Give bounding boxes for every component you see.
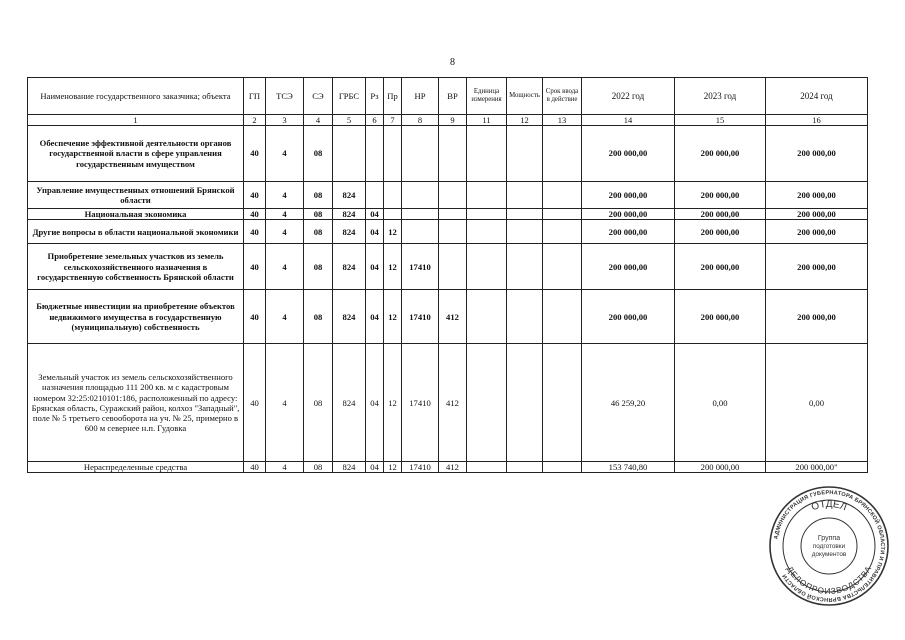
cell-unit bbox=[467, 290, 507, 344]
cell-capacity bbox=[507, 182, 543, 209]
cell-term bbox=[543, 244, 582, 290]
column-number: 3 bbox=[266, 115, 304, 126]
header-term: Срок ввода в действие bbox=[543, 78, 582, 115]
cell-gp: 40 bbox=[244, 182, 266, 209]
cell-name: Управление имущественных отношений Брянской области bbox=[28, 182, 244, 209]
cell-gp: 40 bbox=[244, 126, 266, 182]
cell-term bbox=[543, 344, 582, 462]
cell-y2023: 200 000,00 bbox=[675, 244, 766, 290]
cell-term bbox=[543, 126, 582, 182]
row-expense-type bbox=[28, 290, 868, 344]
cell-y2023: 200 000,00 bbox=[675, 182, 766, 209]
header-vr: ВР bbox=[439, 78, 467, 115]
row-main-program bbox=[28, 126, 868, 182]
cell-nr bbox=[402, 126, 439, 182]
cell-y2024: 200 000,00 bbox=[766, 244, 868, 290]
cell-vr bbox=[439, 182, 467, 209]
column-number: 11 bbox=[467, 115, 507, 126]
header-grbs: ГРБС bbox=[333, 78, 366, 115]
cell-term bbox=[543, 182, 582, 209]
stamp-center-line: подготовки bbox=[812, 543, 846, 550]
cell-pr: 12 bbox=[384, 220, 402, 244]
cell-term bbox=[543, 462, 582, 473]
cell-name: Земельный участок из земель сельскохозяйственного назначения площадью 111 200 кв. м с кадастровым номером 32:25:0210101:186, расположенный по адресу: Брянская область, Суражский район, колхоз "Западный", поле № 5 третьего севооборота на уч. № 25, примерно в 600 м севернее н.п. Гудовка bbox=[28, 344, 244, 462]
cell-vr: 412 bbox=[439, 462, 467, 473]
cell-grbs: 824 bbox=[333, 462, 366, 473]
cell-tse: 4 bbox=[266, 462, 304, 473]
cell-se: 08 bbox=[304, 126, 333, 182]
column-number: 5 bbox=[333, 115, 366, 126]
cell-unit bbox=[467, 344, 507, 462]
cell-pr bbox=[384, 209, 402, 220]
cell-nr bbox=[402, 209, 439, 220]
cell-tse: 4 bbox=[266, 344, 304, 462]
cell-name: Национальная экономика bbox=[28, 209, 244, 220]
row-customer bbox=[28, 182, 868, 209]
cell-rz: 04 bbox=[366, 244, 384, 290]
cell-name: Бюджетные инвестиции на приобретение объектов недвижимого имущества в государственную (муниципальную) собственность bbox=[28, 290, 244, 344]
header-rz: Рз bbox=[366, 78, 384, 115]
cell-nr: 17410 bbox=[402, 244, 439, 290]
cell-name: Приобретение земельных участков из земель сельскохозяйственного назначения в государственную собственность Брянской области bbox=[28, 244, 244, 290]
header-unit: Единица измерения bbox=[467, 78, 507, 115]
cell-y2022: 200 000,00 bbox=[582, 244, 675, 290]
cell-se: 08 bbox=[304, 220, 333, 244]
header-2022: 2022 год bbox=[582, 78, 675, 115]
cell-y2023: 200 000,00 bbox=[675, 462, 766, 473]
cell-se: 08 bbox=[304, 244, 333, 290]
column-number: 16 bbox=[766, 115, 868, 126]
cell-tse: 4 bbox=[266, 182, 304, 209]
column-number-row bbox=[28, 115, 868, 126]
cell-vr bbox=[439, 220, 467, 244]
cell-unit bbox=[467, 126, 507, 182]
cell-term bbox=[543, 290, 582, 344]
column-number: 15 bbox=[675, 115, 766, 126]
cell-rz bbox=[366, 182, 384, 209]
cell-y2024: 200 000,00 bbox=[766, 220, 868, 244]
column-number: 4 bbox=[304, 115, 333, 126]
header-name: Наименование государственного заказчика; объекта bbox=[28, 78, 244, 115]
cell-rz: 04 bbox=[366, 344, 384, 462]
cell-y2023: 200 000,00 bbox=[675, 290, 766, 344]
cell-tse: 4 bbox=[266, 126, 304, 182]
cell-y2024: 200 000,00 bbox=[766, 182, 868, 209]
cell-y2023: 200 000,00 bbox=[675, 209, 766, 220]
cell-se: 08 bbox=[304, 344, 333, 462]
cell-y2022: 153 740,80 bbox=[582, 462, 675, 473]
cell-rz: 04 bbox=[366, 209, 384, 220]
cell-grbs: 824 bbox=[333, 209, 366, 220]
column-number: 12 bbox=[507, 115, 543, 126]
cell-pr: 12 bbox=[384, 344, 402, 462]
cell-y2022: 200 000,00 bbox=[582, 209, 675, 220]
stamp-center-line: Группа bbox=[817, 535, 841, 542]
row-section bbox=[28, 209, 868, 220]
cell-tse: 4 bbox=[266, 290, 304, 344]
header-tse: ТСЭ bbox=[266, 78, 304, 115]
cell-gp: 40 bbox=[244, 244, 266, 290]
cell-se: 08 bbox=[304, 462, 333, 473]
stamp-center-line: документов bbox=[811, 551, 847, 558]
cell-grbs: 824 bbox=[333, 220, 366, 244]
cell-capacity bbox=[507, 344, 543, 462]
cell-tse: 4 bbox=[266, 209, 304, 220]
cell-grbs: 824 bbox=[333, 290, 366, 344]
cell-grbs: 824 bbox=[333, 244, 366, 290]
cell-y2022: 200 000,00 bbox=[582, 126, 675, 182]
cell-rz: 04 bbox=[366, 462, 384, 473]
cell-name: Нераспределенные средства bbox=[28, 462, 244, 473]
cell-nr: 17410 bbox=[402, 344, 439, 462]
department-stamp bbox=[768, 485, 890, 607]
cell-y2024: 200 000,00 bbox=[766, 209, 868, 220]
row-subsection bbox=[28, 220, 868, 244]
cell-y2024: 200 000,00" bbox=[766, 462, 868, 473]
cell-capacity bbox=[507, 209, 543, 220]
cell-y2024: 200 000,00 bbox=[766, 290, 868, 344]
cell-unit bbox=[467, 209, 507, 220]
column-number: 13 bbox=[543, 115, 582, 126]
cell-unit bbox=[467, 462, 507, 473]
header-2023: 2023 год bbox=[675, 78, 766, 115]
cell-nr bbox=[402, 220, 439, 244]
stamp-outer-text: АДМИНИСТРАЦИЯ ГУБЕРНАТОРА БРЯНСКОЙ ОБЛАСТИ И ПРАВИТЕЛЬСТВА БРЯНСКОЙ ОБЛАСТИ bbox=[773, 489, 886, 603]
cell-rz: 04 bbox=[366, 290, 384, 344]
cell-se: 08 bbox=[304, 182, 333, 209]
row-target-article bbox=[28, 244, 868, 290]
cell-capacity bbox=[507, 220, 543, 244]
cell-unit bbox=[467, 220, 507, 244]
cell-name: Другие вопросы в области национальной экономики bbox=[28, 220, 244, 244]
cell-gp: 40 bbox=[244, 220, 266, 244]
header-gp: ГП bbox=[244, 78, 266, 115]
cell-term bbox=[543, 209, 582, 220]
cell-y2022: 46 259,20 bbox=[582, 344, 675, 462]
cell-capacity bbox=[507, 126, 543, 182]
column-number: 2 bbox=[244, 115, 266, 126]
header-se: СЭ bbox=[304, 78, 333, 115]
cell-term bbox=[543, 220, 582, 244]
header-capacity: Мощность bbox=[507, 78, 543, 115]
page-number: 8 bbox=[450, 57, 455, 68]
column-number: 9 bbox=[439, 115, 467, 126]
cell-nr bbox=[402, 182, 439, 209]
column-number: 1 bbox=[28, 115, 244, 126]
cell-gp: 40 bbox=[244, 462, 266, 473]
cell-grbs: 824 bbox=[333, 182, 366, 209]
cell-y2024: 200 000,00 bbox=[766, 126, 868, 182]
stamp-bottom-word: ДЕЛОПРОИЗВОДСТВА bbox=[784, 564, 874, 597]
cell-se: 08 bbox=[304, 290, 333, 344]
cell-pr bbox=[384, 182, 402, 209]
row-unallocated bbox=[28, 462, 868, 473]
cell-nr: 17410 bbox=[402, 290, 439, 344]
cell-vr bbox=[439, 126, 467, 182]
cell-grbs bbox=[333, 126, 366, 182]
cell-unit bbox=[467, 244, 507, 290]
header-2024: 2024 год bbox=[766, 78, 868, 115]
cell-vr: 412 bbox=[439, 344, 467, 462]
cell-nr: 17410 bbox=[402, 462, 439, 473]
cell-y2022: 200 000,00 bbox=[582, 220, 675, 244]
cell-y2022: 200 000,00 bbox=[582, 290, 675, 344]
cell-unit bbox=[467, 182, 507, 209]
cell-tse: 4 bbox=[266, 220, 304, 244]
cell-tse: 4 bbox=[266, 244, 304, 290]
cell-gp: 40 bbox=[244, 209, 266, 220]
cell-pr: 12 bbox=[384, 462, 402, 473]
cell-grbs: 824 bbox=[333, 344, 366, 462]
row-object bbox=[28, 344, 868, 462]
cell-pr: 12 bbox=[384, 290, 402, 344]
cell-se: 08 bbox=[304, 209, 333, 220]
cell-y2024: 0,00 bbox=[766, 344, 868, 462]
budget-table bbox=[27, 77, 868, 473]
cell-capacity bbox=[507, 290, 543, 344]
cell-gp: 40 bbox=[244, 344, 266, 462]
cell-y2023: 200 000,00 bbox=[675, 220, 766, 244]
cell-gp: 40 bbox=[244, 290, 266, 344]
cell-capacity bbox=[507, 462, 543, 473]
header-pr: Пр bbox=[384, 78, 402, 115]
cell-pr bbox=[384, 126, 402, 182]
header-nr: НР bbox=[402, 78, 439, 115]
header-row bbox=[28, 78, 868, 115]
cell-y2023: 200 000,00 bbox=[675, 126, 766, 182]
stamp-top-word: ОТДЕЛ bbox=[810, 498, 849, 514]
cell-pr: 12 bbox=[384, 244, 402, 290]
cell-name: Обеспечение эффективной деятельности органов государственной власти в сфере управления государственным имуществом bbox=[28, 126, 244, 182]
column-number: 14 bbox=[582, 115, 675, 126]
cell-rz bbox=[366, 126, 384, 182]
cell-rz: 04 bbox=[366, 220, 384, 244]
column-number: 8 bbox=[402, 115, 439, 126]
cell-vr: 412 bbox=[439, 290, 467, 344]
cell-capacity bbox=[507, 244, 543, 290]
column-number: 6 bbox=[366, 115, 384, 126]
cell-vr bbox=[439, 244, 467, 290]
cell-y2023: 0,00 bbox=[675, 344, 766, 462]
cell-y2022: 200 000,00 bbox=[582, 182, 675, 209]
cell-vr bbox=[439, 209, 467, 220]
column-number: 7 bbox=[384, 115, 402, 126]
